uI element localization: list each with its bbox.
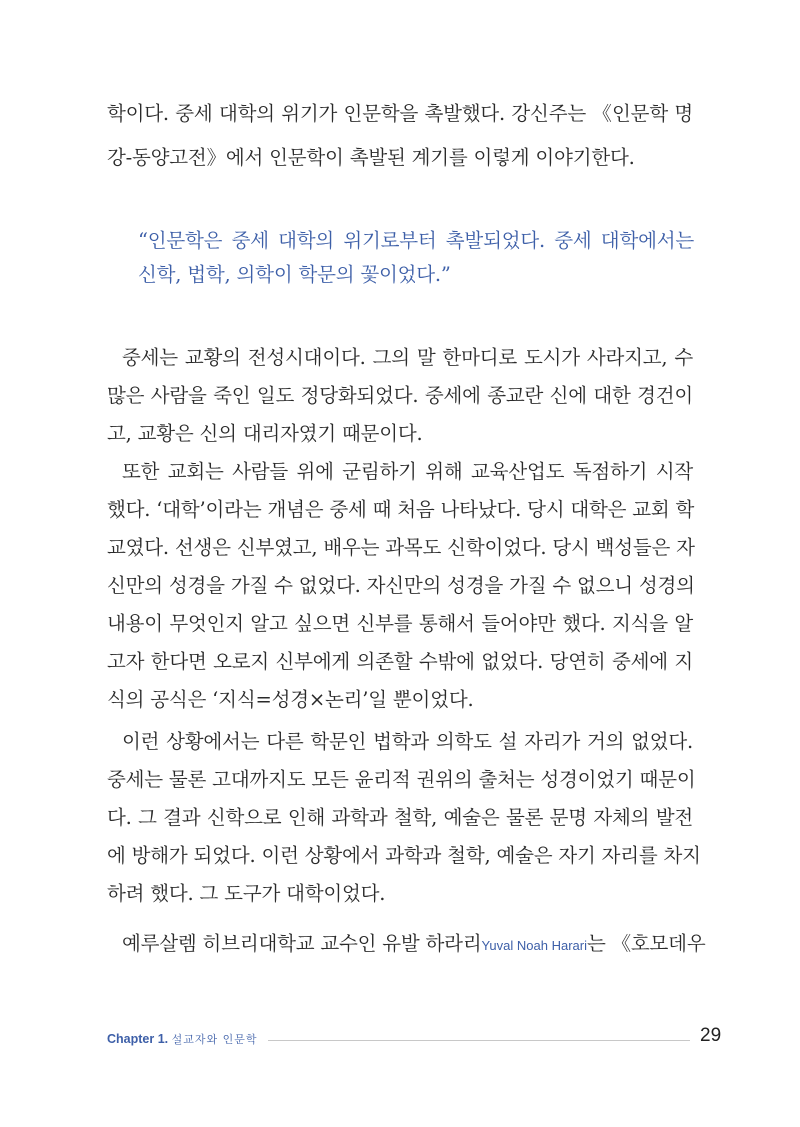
running-footer	[107, 1031, 258, 1047]
page-number: 29	[700, 1025, 722, 1046]
body-line: 중세는 물론 고대까지도 모든 윤리적 권위의 출처는 성경이었기 때문이	[107, 768, 696, 791]
chapter-label: Chapter 1.	[107, 1032, 169, 1046]
footer-rule	[268, 1040, 690, 1041]
quote-line: 신학, 법학, 의학이 학문의 꽃이었다.”	[138, 263, 451, 286]
body-line: 학이다. 중세 대학의 위기가 인문학을 촉발했다. 강신주는 《인문학 명	[107, 102, 693, 125]
body-line: 식의 공식은 ‘지식=성경×논리’일 뿐이었다.	[107, 688, 474, 711]
body-line: 고자 한다면 오로지 신부에게 의존할 수밖에 없었다. 당연히 중세에 지	[107, 650, 693, 673]
body-line: 이런 상황에서는 다른 학문인 법학과 의학도 설 자리가 거의 없었다.	[122, 730, 693, 753]
english-name: Yuval Noah Harari	[481, 938, 587, 953]
quote-line: “인문학은 중세 대학의 위기로부터 촉발되었다. 중세 대학에서는	[138, 229, 694, 252]
body-line: 에 방해가 되었다. 이런 상황에서 과학과 철학, 예술은 자기 자리를 차지	[107, 844, 701, 867]
body-text: 는 《호모데우	[586, 932, 706, 955]
body-line: 강-동양고전》에서 인문학이 촉발된 계기를 이렇게 이야기한다.	[107, 146, 635, 169]
body-line	[122, 932, 706, 956]
body-line: 고, 교황은 신의 대리자였기 때문이다.	[107, 422, 423, 445]
body-line: 내용이 무엇인지 알고 싶으면 신부를 통해서 들어야만 했다. 지식을 알	[107, 612, 693, 635]
body-line: 다. 그 결과 신학으로 인해 과학과 철학, 예술은 물론 문명 자체의 발전	[107, 806, 693, 829]
chapter-title: 설교자와 인문학	[171, 1033, 258, 1046]
body-line: 하려 했다. 그 도구가 대학이었다.	[107, 882, 386, 905]
body-line: 교였다. 선생은 신부였고, 배우는 과목도 신학이었다. 당시 백성들은 자	[107, 536, 695, 559]
body-line: 했다. ‘대학’이라는 개념은 중세 때 처음 나타났다. 당시 대학은 교회 학	[107, 498, 695, 521]
body-line: 많은 사람을 죽인 일도 정당화되었다. 중세에 종교란 신에 대한 경건이	[107, 384, 693, 407]
body-line: 중세는 교황의 전성시대이다. 그의 말 한마디로 도시가 사라지고, 수	[122, 346, 693, 369]
body-text: 예루살렘 히브리대학교 교수인 유발 하라리	[122, 932, 482, 955]
body-line: 신만의 성경을 가질 수 없었다. 자신만의 성경을 가질 수 없으니 성경의	[107, 574, 695, 597]
body-line: 또한 교회는 사람들 위에 군림하기 위해 교육산업도 독점하기 시작	[122, 460, 693, 483]
